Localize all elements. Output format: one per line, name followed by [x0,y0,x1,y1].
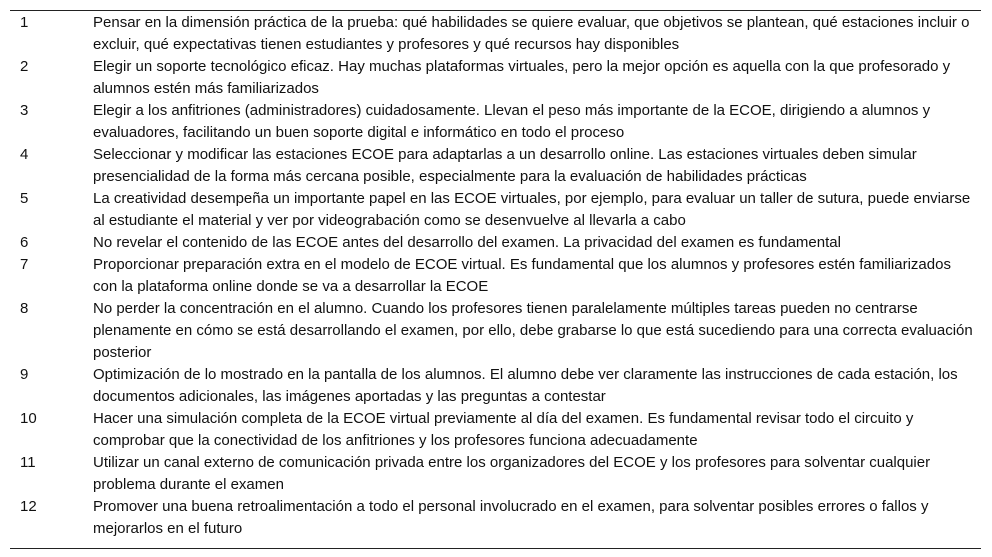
table-row [10,144,981,188]
table-row [10,188,981,232]
table-row [10,232,981,254]
row-text: Hacer una simulación completa de la ECOE virtual previamente al día del examen. Es fundamental revisar todo el circuito y comprobar que la conectividad de los anfitriones y los profesores funciona adecuadamente [93,410,914,449]
table [10,12,981,540]
row-number: 10 [20,410,37,427]
row-text: Elegir un soporte tecnológico eficaz. Hay muchas plataformas virtuales, pero la mejor opción es aquella con la que profesorado y alumnos estén más familiarizados [93,58,951,97]
table-body [10,12,981,540]
row-text: Pensar en la dimensión práctica de la prueba: qué habilidades se quiere evaluar, que objetivos se plantean, qué estaciones incluir o excluir, qué expectativas tienen estudiantes y profesores y qué recursos hay disponibles [93,14,970,53]
row-number: 6 [20,234,29,251]
row-text: Utilizar un canal externo de comunicación privada entre los organizadores del ECOE y los profesores para solventar cualquier problema durante el examen [93,454,931,493]
table-row [10,298,981,364]
row-text: Seleccionar y modificar las estaciones ECOE para adaptarlas a un desarrollo online. Las estaciones virtuales deben simular presencialidad de la forma más cercana posible, especialmente para la evaluación de habilidades prácticas [93,146,917,185]
row-number: 12 [20,498,37,515]
row-number: 2 [20,58,29,75]
row-number: 1 [20,14,29,31]
recommendations-table [10,10,981,549]
row-text: Promover una buena retroalimentación a todo el personal involucrado en el examen, para solventar posibles errores o fallos y mejorarlos en el futuro [93,498,929,537]
table-row [10,12,981,56]
table-row [10,364,981,408]
row-text: Optimización de lo mostrado en la pantalla de los alumnos. El alumno debe ver claramente las instrucciones de cada estación, los documentos adicionales, las imágenes aportadas y las preguntas a contestar [93,366,958,405]
row-text: Elegir a los anfitriones (administradores) cuidadosamente. Llevan el peso más importante de la ECOE, dirigiendo a alumnos y evaluadores, facilitando un buen soporte digital e informático en todo el proceso [93,102,931,141]
table-row [10,496,981,540]
row-text: La creatividad desempeña un importante papel en las ECOE virtuales, por ejemplo, para evaluar un taller de sutura, puede enviarse al estudiante el material y ver por videograbación como se desenvuelve al llevarla a cabo [93,190,971,229]
row-text: No revelar el contenido de las ECOE antes del desarrollo del examen. La privacidad del examen es fundamental [93,234,841,251]
row-number: 4 [20,146,29,163]
row-number: 7 [20,256,29,273]
row-text: No perder la concentración en el alumno. Cuando los profesores tienen paralelamente múltiples tareas pueden no centrarse plenamente en cómo se está desarrollando el examen, por ello, debe grabarse lo que está sucediendo para una correcta evaluación posterior [93,300,973,361]
row-text: Proporcionar preparación extra en el modelo de ECOE virtual. Es fundamental que los alumnos y profesores estén familiarizados con la plataforma online donde se va a desarrollar la ECOE [93,256,951,295]
table-row [10,56,981,100]
table-row [10,254,981,298]
row-number: 5 [20,190,29,207]
row-number: 8 [20,300,29,317]
table-row [10,452,981,496]
row-number: 11 [20,454,36,471]
table-row [10,100,981,144]
row-number: 3 [20,102,29,119]
row-number: 9 [20,366,29,383]
table-row [10,408,981,452]
